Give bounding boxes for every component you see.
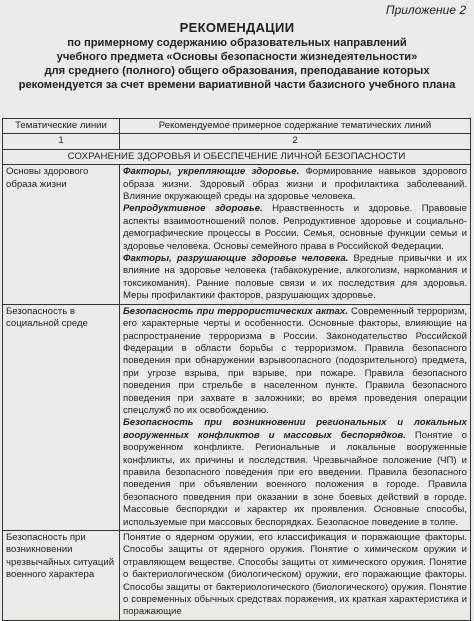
subtitle-line: учебного предмета «Основы безопасности жизнедеятельности» (56, 51, 418, 63)
paragraph-text: Нравственность и здоровье. Правовые аспекты взаимоотношений полов. Репродуктивное здоровье и социально-демографические процессы в России. Семья, основные функции семьи и здоровье человека. Основы семейного права в Российской Федерации. (123, 203, 467, 252)
column-header-content: Рекомендуемое примерное содержание тематических линий (120, 119, 471, 134)
content-paragraph (123, 203, 467, 253)
paragraph-heading: Безопасность при террористических актах. (123, 305, 348, 317)
paragraph-heading: Репродуктивное здоровье. (123, 203, 263, 215)
content-paragraph (123, 306, 467, 418)
content-cell (120, 531, 471, 621)
appendix-label: Приложение 2 (385, 3, 466, 17)
paragraph-text: Современный терроризм, его характерные черты и особенности. Основные факторы, влияющие на распространение терроризма в России. Законодательство Российской Федерации в области борьбы с терроризмом. Правила безопасного поведения при обнаружении взрывоопасного (подозрительного) предмета, при угрозе взрыва, при взрыве, при пожаре. Правила безопасного поведения при стрельбе в населенном пункте. Правила безопасного поведения при захвате в заложники; во время проведения операции спецслужб по их освобождению. (123, 305, 467, 416)
paragraph-text: Вредные привычки и их влияние на здоровье человека (табакокурение, алкоголизм, наркомания и токсикомания). Ранние половые связи и их последствия для здоровья. Меры профилактики факторов, разрушающих здоровье. (123, 253, 467, 302)
theme-line-cell: Безопасность при возникновении чрезвычайных ситуаций военного характера (3, 531, 120, 621)
paragraph-heading: Факторы, разрушающие здоровье человека. (123, 253, 349, 265)
section-row (3, 149, 471, 164)
paragraph-text: Формирование навыков здорового образа жизни. Здоровый образ жизни и профилактика заболеваний. Влияние окружающей среды на здоровье человека. (123, 166, 467, 203)
paragraph-text: Понятие о ядерном оружии, его классификация и поражающие факторы. Способы защиты от ядерного оружия. Понятие о химическом оружии и отравляющем веществе. Способы защиты от химического оружия. Понятие о бактериологическом (биологическом) оружии, его поражающие факторы. Способы защиты от бактериологического (биологического) оружия. Понятие о современных обычных средствах поражения, их краткая характеристика и поражающие (123, 532, 467, 618)
content-paragraph (123, 417, 467, 529)
document-subtitle (0, 36, 474, 92)
table-row (3, 165, 471, 304)
subtitle-line: для среднего (полного) общего образования, преподавание которых (44, 65, 430, 77)
content-cell (120, 165, 471, 304)
theme-line-cell: Основы здорового образа жизни (3, 165, 120, 304)
subtitle-line: по примерному содержанию образовательных направлений (67, 37, 407, 49)
column-number: 2 (120, 134, 471, 149)
paragraph-heading: Безопасность при возникновении региональных и локальных вооруженных конфликтов и массовых беспорядков. (123, 417, 467, 441)
column-number: 1 (3, 134, 120, 149)
column-header-lines: Тематические линии (3, 119, 120, 134)
paragraph-heading: Факторы, укрепляющие здоровье. (123, 166, 300, 178)
recommendations-table (2, 118, 471, 621)
table-row (3, 304, 471, 530)
table-number-row (3, 134, 471, 149)
content-paragraph (123, 253, 467, 303)
content-cell (120, 304, 471, 530)
table-header-row (3, 119, 471, 134)
document-title: РЕКОМЕНДАЦИИ (179, 20, 295, 35)
paragraph-text: Понятие о вооруженном конфликте. Региональные и локальные вооруженные конфликты, их причины и последствия. Чрезвычайное положение (ЧП) и правила безопасного поведения при его введении. Правила безопасного поведения при объявлении военного положения в городе. Правила безопасного поведения при оказании в зоне боевых действий в городе. Массовые беспорядки и характер их проявления. Основные способы, используемые при массовых беспорядках. Безопасное поведение в толпе. (123, 429, 467, 528)
theme-line-cell: Безопасность в социальной среде (3, 304, 120, 530)
document-heading (0, 20, 474, 92)
section-title: СОХРАНЕНИЕ ЗДОРОВЬЯ И ОБЕСПЕЧЕНИЕ ЛИЧНОЙ БЕЗОПАСНОСТИ (3, 149, 471, 164)
subtitle-line: рекомендуется за счет времени вариативной части базисного учебного плана (18, 79, 456, 91)
content-paragraph (123, 166, 467, 203)
table-row (3, 531, 471, 621)
content-paragraph (123, 532, 467, 619)
